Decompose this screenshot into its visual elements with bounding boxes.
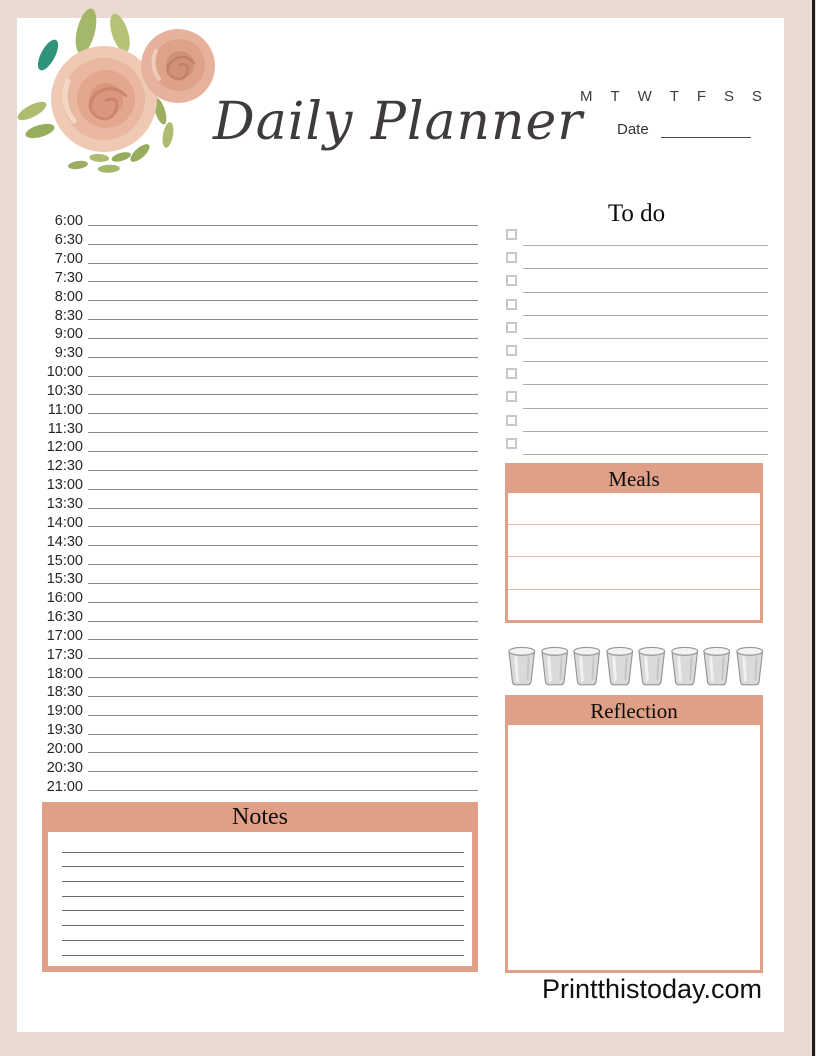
schedule-rule-line xyxy=(88,752,478,753)
water-cup-icon xyxy=(604,645,636,687)
schedule-time-label: 19:00 xyxy=(46,703,83,720)
schedule-rule-line xyxy=(88,508,478,509)
schedule-rule-line xyxy=(88,602,478,603)
schedule-row xyxy=(42,321,478,343)
schedule-time-label: 6:30 xyxy=(54,232,83,249)
weekday-letter: T xyxy=(610,88,620,105)
water-cup-icon xyxy=(636,645,668,687)
schedule-row xyxy=(42,378,478,397)
todo-row xyxy=(505,365,768,388)
todo-rule-line xyxy=(523,268,768,269)
todo-checkbox xyxy=(506,299,517,310)
todo-rule-line xyxy=(523,315,768,316)
schedule-rule-line xyxy=(88,338,478,339)
schedule-time-label: 16:00 xyxy=(46,590,83,607)
schedule-rule-line xyxy=(88,376,478,377)
schedule-row xyxy=(42,396,478,418)
date-fill-line xyxy=(661,124,751,138)
notes-rule-line xyxy=(62,926,464,941)
todo-checkbox xyxy=(506,345,517,356)
schedule-rule-line xyxy=(88,658,478,659)
schedule-rule-line xyxy=(88,771,478,772)
todo-rule-line xyxy=(523,384,768,385)
weekday-letter: F xyxy=(696,88,706,105)
schedule-rule-line xyxy=(88,583,478,584)
schedule-time-label: 14:00 xyxy=(46,514,83,531)
schedule-row xyxy=(42,302,478,324)
schedule-rule-line xyxy=(88,300,478,301)
schedule-row xyxy=(42,265,478,284)
schedule-row xyxy=(42,246,478,268)
schedule-rule-line xyxy=(88,225,478,226)
meal-row xyxy=(508,525,760,557)
schedule-rule-line xyxy=(88,357,478,358)
schedule-rule-line xyxy=(88,734,478,735)
schedule-time-label: 8:00 xyxy=(54,288,83,305)
notes-title: Notes xyxy=(232,804,288,830)
schedule-time-label: 13:30 xyxy=(46,496,83,512)
schedule-rule-line xyxy=(88,319,478,320)
water-cup-icon xyxy=(539,645,571,687)
schedule-row xyxy=(42,491,478,510)
water-cup-icon xyxy=(701,645,733,687)
schedule-time-label: 9:30 xyxy=(54,345,83,362)
notes-rule-line xyxy=(62,838,464,853)
planner-page xyxy=(17,18,784,1032)
meals-section xyxy=(505,463,763,623)
weekday-letter: T xyxy=(669,88,679,105)
schedule-time-label: 9:00 xyxy=(54,326,83,343)
notes-rule-line xyxy=(62,867,464,882)
schedule-time-label: 17:30 xyxy=(46,646,83,663)
schedule-row xyxy=(42,359,478,381)
schedule-time-label: 7:30 xyxy=(54,269,83,286)
schedule-row xyxy=(42,566,478,588)
schedule-rule-line xyxy=(88,489,478,490)
schedule-time-label: 12:00 xyxy=(46,439,83,456)
schedule-row xyxy=(42,698,478,720)
schedule-time-label: 17:00 xyxy=(46,627,83,644)
schedule-rule-line xyxy=(88,621,478,622)
weekday-letter: W xyxy=(637,88,652,105)
todo-row xyxy=(505,249,768,272)
schedule-rule-line xyxy=(88,790,478,791)
schedule-rule-line xyxy=(88,639,478,640)
weekday-strip xyxy=(580,88,762,105)
todo-checkbox xyxy=(506,229,517,240)
schedule-time-label: 19:30 xyxy=(46,722,83,739)
meals-title: Meals xyxy=(508,466,760,493)
todo-checkbox xyxy=(506,368,517,379)
water-cup-icon xyxy=(506,645,538,687)
schedule-time-label: 16:30 xyxy=(46,609,83,626)
schedule-rule-line xyxy=(88,263,478,264)
schedule-row xyxy=(42,679,478,701)
meal-row xyxy=(508,557,760,589)
water-tracker xyxy=(506,645,766,687)
schedule-time-label: 20:30 xyxy=(46,759,83,776)
weekday-letter: S xyxy=(723,88,734,105)
weekday-letter: M xyxy=(580,88,593,105)
schedule-row xyxy=(42,641,478,663)
reflection-title: Reflection xyxy=(508,698,760,725)
schedule-time-label: 11:00 xyxy=(47,401,83,418)
schedule-row xyxy=(42,227,478,249)
todo-checkbox xyxy=(506,252,517,263)
todo-row xyxy=(505,226,768,249)
schedule-rule-line xyxy=(88,432,478,433)
todo-row xyxy=(505,435,768,458)
todo-title: To do xyxy=(607,200,666,227)
meals-rows xyxy=(508,493,760,622)
schedule-row xyxy=(42,472,478,494)
todo-rule-line xyxy=(523,361,768,362)
todo-list xyxy=(505,226,768,458)
schedule-row xyxy=(42,660,478,682)
meal-row xyxy=(508,493,760,525)
schedule-time-label: 10:30 xyxy=(46,382,83,399)
schedule-row xyxy=(42,585,478,607)
todo-row xyxy=(505,319,768,342)
water-cup-icon xyxy=(734,645,766,687)
todo-rule-line xyxy=(523,408,768,409)
schedule-row xyxy=(42,773,478,795)
schedule-time-label: 11:30 xyxy=(47,420,83,437)
page-edge-line xyxy=(812,0,815,1056)
todo-checkbox xyxy=(506,391,517,402)
schedule-rule-line xyxy=(88,281,478,282)
todo-row xyxy=(505,272,768,295)
date-label: Date xyxy=(617,121,649,138)
schedule-row xyxy=(42,510,478,529)
schedule-row xyxy=(42,717,478,739)
todo-rule-line xyxy=(523,338,768,339)
schedule-time-label: 15:30 xyxy=(46,571,83,588)
schedule-row xyxy=(42,736,478,755)
todo-checkbox xyxy=(506,438,517,449)
todo-checkbox xyxy=(506,415,517,426)
notes-rule-line xyxy=(62,941,464,956)
schedule-time-label: 6:00 xyxy=(54,213,83,230)
notes-rule-line xyxy=(62,882,464,897)
schedule-rule-line xyxy=(88,451,478,452)
todo-rule-line xyxy=(523,245,768,246)
schedule-time-label: 12:30 xyxy=(46,458,83,475)
notes-rule-line xyxy=(62,897,464,912)
notes-rule-line xyxy=(62,911,464,926)
schedule-rule-line xyxy=(88,564,478,565)
watercolor-roses-decoration xyxy=(8,3,236,191)
schedule-time-label: 13:00 xyxy=(46,477,83,494)
schedule-rule-line xyxy=(88,545,478,546)
notes-rule-line xyxy=(62,853,464,868)
planner-title: Daily Planner xyxy=(213,92,584,152)
schedule-rule-line xyxy=(88,244,478,245)
schedule-row xyxy=(42,623,478,642)
schedule-rule-line xyxy=(88,526,478,527)
weekday-letter: S xyxy=(751,88,762,105)
schedule-time-label: 21:00 xyxy=(46,778,83,795)
schedule-row xyxy=(42,547,478,569)
schedule-rule-line xyxy=(88,677,478,678)
todo-row xyxy=(505,388,768,411)
todo-rule-line xyxy=(523,454,768,455)
schedule-row xyxy=(42,415,478,437)
schedule-time-label: 10:00 xyxy=(46,364,83,381)
schedule-rule-line xyxy=(88,470,478,471)
schedule-time-label: 20:00 xyxy=(46,740,83,757)
schedule-rule-line xyxy=(88,394,478,395)
date-field xyxy=(617,121,751,138)
schedule-row xyxy=(42,754,478,776)
water-cup-icon xyxy=(669,645,701,687)
daily-schedule xyxy=(42,208,478,795)
schedule-time-label: 15:00 xyxy=(46,552,83,569)
schedule-row xyxy=(42,208,478,230)
todo-row xyxy=(505,296,768,319)
todo-row xyxy=(505,412,768,435)
reflection-section xyxy=(505,695,763,973)
schedule-row xyxy=(42,604,478,626)
schedule-row xyxy=(42,340,478,362)
todo-row xyxy=(505,342,768,365)
schedule-time-label: 14:30 xyxy=(46,533,83,550)
water-cup-icon xyxy=(571,645,603,687)
todo-checkbox xyxy=(506,322,517,333)
meal-row xyxy=(508,590,760,622)
notes-section xyxy=(42,802,478,972)
notes-writing-area xyxy=(48,832,472,966)
schedule-rule-line xyxy=(88,715,478,716)
schedule-time-label: 18:30 xyxy=(46,684,83,701)
schedule-row xyxy=(42,453,478,475)
todo-rule-line xyxy=(523,431,768,432)
schedule-time-label: 8:30 xyxy=(54,307,83,324)
schedule-rule-line xyxy=(88,413,478,414)
schedule-row xyxy=(42,434,478,456)
schedule-rule-line xyxy=(88,696,478,697)
schedule-row xyxy=(42,283,478,305)
schedule-time-label: 7:00 xyxy=(54,251,83,268)
todo-rule-line xyxy=(523,292,768,293)
site-credit: Printthistoday.com xyxy=(541,974,763,1004)
schedule-row xyxy=(42,528,478,550)
schedule-time-label: 18:00 xyxy=(46,665,83,682)
todo-checkbox xyxy=(506,275,517,286)
